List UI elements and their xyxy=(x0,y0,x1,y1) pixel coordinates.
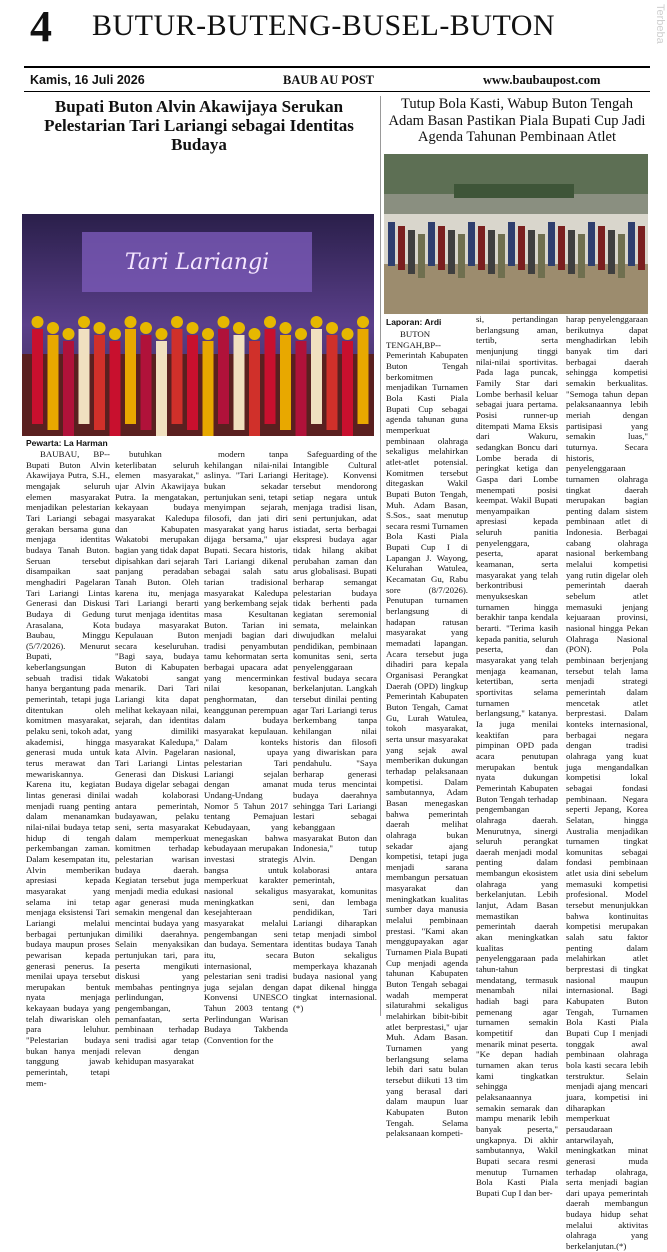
crowd-figure xyxy=(428,222,435,266)
dancer-head xyxy=(311,316,323,328)
dancer-head xyxy=(78,316,90,328)
dancer-figure xyxy=(218,329,229,424)
crowd-figure xyxy=(388,222,395,266)
story1-text-3: modern tanpa kehilangan nilai-nilai aslinya. "Tari Lariangi bukan sekadar pertunjukan seni, tetapi menyimpan sejarah, filosofi, dan jati diri masyarakat yang harus dijaga bersama," ujar Bupati. Secara historis, Tari Lariangi dikenal sebagai salah satu tarian tradisional masyarakat Kaledupa yang berkembang sejak masa Kesultanan Buton. Tarian ini menjadi bagian dari tradisi penyambutan tamu kehormatan serta berbagai upacara adat yang mencerminkan nilai kesopanan, penghormatan, dan keanggunan perempuan dalam budaya masyarakat kepulauan. Dalam konteks nasional, upaya pelestarian Tari Lariangi sejalan dengan amanat Undang-Undang Nomor 5 Tahun 2017 tentang Pemajuan Kebudayaan, yang menegaskan bahwa kebudayaan merupakan investasi strategis bangsa untuk memperkuat karakter nasional sekaligus meningkatkan kesejahteraan masyarakat melalui pengembangan seni dan budaya. Sementara itu, secara internasional, pelestarian seni tradisi juga sejalan dengan Konvensi UNESCO Tahun 2003 tentang Perlindungan Warisan Budaya Takbenda (Convention for the xyxy=(204,449,288,1046)
dancer-figure xyxy=(110,341,121,436)
story1-column-4 xyxy=(293,449,377,1019)
crowd-figure xyxy=(518,226,525,270)
dancer-figure xyxy=(311,329,322,424)
crowd-figure xyxy=(528,230,535,274)
story1-text-4: Safeguarding of the Intangible Cultural Heritage). Konvensi tersebut mendorong setiap negara untuk menjaga tradisi lisan, seni pertunjukan, adat istiadat, serta berbagai ekspresi budaya agar tidak hilang akibat perubahan zaman dan arus globalisasi. Bupati berharap semangat pelestarian budaya tidak berhenti pada kegiatan seremonial semata, melainkan diwujudkan melalui pendidikan, pembinaan komunitas seni, serta penyelenggaraan festival budaya secara berkelanjutan. Langkah tersebut dinilai penting agar Tari Lariangi terus berkembang tanpa kehilangan nilai historis dan filosofi yang diwariskan para pendahulu. "Saya berharap generasi muda terus mencintai budaya daerahnya sehingga Tari Lariangi lestari sebagai kebanggaan masyarakat Buton dan Indonesia," tutup Alvin. Dengan kolaborasi antara pemerintah, masyarakat, komunitas seni, dan lembaga pendidikan, Tari Lariangi diharapkan tetap menjadi simbol identitas budaya Tanah Buton sekaligus memperkaya khazanah budaya nasional yang dapat dikenal hingga tingkat internasional.(*) xyxy=(293,449,377,1014)
story1-column-3 xyxy=(204,449,288,1046)
dancer-head xyxy=(295,328,307,340)
dancer-figure xyxy=(94,335,105,430)
dancer-head xyxy=(264,316,276,328)
dancer-head xyxy=(342,328,354,340)
crowd-figure xyxy=(598,226,605,270)
dancer-figure xyxy=(249,341,260,436)
story2-column-1 xyxy=(386,329,468,1139)
dance-stage-illustration xyxy=(22,214,374,436)
dancer-figure xyxy=(79,329,90,424)
column-divider xyxy=(380,96,381,1016)
story1-photo-caption: Pewarta: La Harman xyxy=(26,438,108,448)
dancer-figure xyxy=(32,329,43,424)
dancer-figure xyxy=(156,341,167,436)
dancer-head xyxy=(249,328,261,340)
dancer-figure xyxy=(141,335,152,430)
dancer-figure xyxy=(296,341,307,436)
dancer-figure xyxy=(280,335,291,430)
crowd-figure xyxy=(538,234,545,278)
crowd-figure xyxy=(488,230,495,274)
crowd-figure xyxy=(478,226,485,270)
dancer-figure xyxy=(63,341,74,436)
crowd-figure xyxy=(618,234,625,278)
dancer-head xyxy=(326,322,338,334)
story2-column-3 xyxy=(566,314,648,1252)
dancer-head xyxy=(233,322,245,334)
crowd-figure xyxy=(438,226,445,270)
story2-column-2 xyxy=(476,314,558,1198)
crowd-figure xyxy=(458,234,465,278)
dancer-head xyxy=(32,316,44,328)
dancer-head xyxy=(109,328,121,340)
page-number: 4 xyxy=(30,2,52,51)
crowd-figure xyxy=(588,222,595,266)
banner-text: Tari Lariangi xyxy=(124,250,270,275)
crowd-figure xyxy=(418,234,425,278)
crowd-figure xyxy=(408,230,415,274)
story2-text-1: BUTON TENGAH,BP-- Pemerintah Kabupaten Buton Tengah berkomitmen menjadikan Turnamen Bola Kasti Piala Bupati Cup sebagai agenda tahunan guna memperkuat pembinaan olahraga sekaligus melahirkan atlet-atlet potensial. Komitmen tersebut ditegaskan Wakil Bupati Buton Tengah, Muh. Adam Basan, S.Sos., saat menutup secara resmi Turnamen Bola Kasti Piala Bupati Cup I di Lapangan J. Wayong, Kelurahan Watulea, Kecamatan Gu, Rabu sore (8/7/2026). Penutupan turnamen berlangsung di hadapan ratusan masyarakat yang memadati lapangan. Acara tersebut juga dihadiri para kepala Organisasi Perangkat Daerah (OPD) lingkup Pemerintah Kabupaten Buton Tengah, Camat Gu, Lurah Watulea, tokoh masyarakat, serta unsur masyarakat yang sejak awal memberikan dukungan terhadap pelaksanaan kompetisi. Dalam sambutannya, Adam Basan menegaskan bahwa pemerintah daerah melihat olahraga bukan sekadar ajang kompetisi, tetapi juga menjadi sarana membangun persatuan masyarakat dan meningkatkan kualitas sumber daya manusia melalui pembinaan prestasi. "Kami akan menggupayakan agar Turnamen Piala Bupati Cup menjadi agenda tahunan Kabupaten Buton Tengah sebagai wadah memperat silaturahmi sekaligus melahirkan bibit-bibit atlet berprestasi," ujar Muh. Adam Basan. Turnamen yang berlangsung selama lebih dari satu bulan tersebut diikuti 13 tim yang berasal dari dalam maupun luar Kabupaten Buton Tengah. Selama pelaksanaan kompeti- xyxy=(386,329,468,1139)
crowd-figure xyxy=(608,230,615,274)
crowd-figure xyxy=(578,234,585,278)
dateline: Kamis, 16 Juli 2026 xyxy=(30,73,145,87)
dancer-head xyxy=(125,316,137,328)
dancer-figure xyxy=(187,335,198,430)
dancer-head xyxy=(187,322,199,334)
crowd-figure xyxy=(398,226,405,270)
header-rule-top xyxy=(24,66,650,68)
story2-text-2: si, pertandingan berlangsung aman, tertib, serta menjunjung tinggi nilai-nilai sportivitas. Pada laga puncak, Family Star dari Lombe berhasil keluar sebagai juara pertama. Posisi runner-up ditempati Mama Eksis dari Wakuru, sedangkan Boncu dari Lombe berada di peringkat ketiga dan Gaspa dari Lombe menempati posisi keempat. Wakil Bupati menyampaikan apresiasi kepada seluruh panitia penyelenggara, peserta, aparat keamanan, serta masyarakat yang telah berkontribusi menyukseskan turnamen hingga berakhir tanpa kendala berarti. "Terima kasih kepada panitia, seluruh peserta, dan masyarakat yang telah menjaga keamanan, ketertiban, serta sportivitas selama turnamen berlangsung," katanya. Ia juga menilai keaktifan para pimpinan OPD pada acara penutupan merupakan bentuk nyata dukungan Pemerintah Kabupaten Buton Tengah terhadap pengembangan olahraga daerah. Menurutnya, sinergi seluruh perangkat daerah menjadi modal penting dalam membangun ekosistem olahraga yang berkelanjutan. Lebih lanjut, Adam Basan memastikan pemerintah daerah akan meningkatkan kualitas penyelenggaraan pada tahun-tahun mendatang, termasuk menambah nilai hadiah bagi para pemenang agar turnamen semakin kompetitif dan menarik minat peserta. "Ke depan hadiah turnamen akan terus kami tingkatkan sehingga pelaksanaannya semakin semarak dan mampu menarik lebih banyak peserta," ungkapnya. Di akhir sambutannya, Wakil Bupati secara resmi menutup Turnamen Bola Kasti Piala Bupati Cup I dan ber- xyxy=(476,314,558,1198)
dancer-head xyxy=(218,316,230,328)
crowd-figure xyxy=(468,222,475,266)
dancer-head xyxy=(357,316,369,328)
dancer-head xyxy=(202,328,214,340)
dancer-head xyxy=(63,328,75,340)
dancer-head xyxy=(280,322,292,334)
crowd-figure xyxy=(498,234,505,278)
story1-text-2: butuhkan keterlibatan seluruh elemen masyarakat," ujar Alvin Akawijaya Putra. Ia mengatakan, kekayaan budaya masyarakat Kaledupa dan Kabupaten Wakatobi merupakan bagian yang tidak dapat dipisahkan dari sejarah panjang peradaban Tanah Buton. Oleh karena itu, menjaga Tari Lariangi berarti turut menjaga identitas budaya masyarakat Kepulauan Buton secara keseluruhan. "Bagi saya, budaya Buton di Kabupaten Wakatobi sangat menarik. Dari Tari Lariangi kita dapat melihat kekayaan nilai, sejarah, dan identitas yang dimiliki masyarakat Kaledupa," kata Alvin. Pagelaran Tari Lariangi Lintas Generasi dan Diskusi Budaya digelar sebagai wadah kolaborasi antara pemerintah, budayawan, pelaku seni, serta masyarakat dalam memperkuat komitmen terhadap pelestarian warisan budaya daerah. Kegiatan tersebut juga menjadi media edukasi agar generasi muda semakin mengenal dan mencintai budaya yang dimiliki daerahnya. Selain menyaksikan pertunjukan tari, para peserta mengikuti diskusi yang membahas pentingnya perlindungan, pengembangan, pemanfaatan, serta pembinaan terhadap seni tradisi agar tetap relevan dengan kehidupan masyarakat xyxy=(115,449,199,1067)
story2-headline: Tutup Bola Kasti, Wabup Buton Tengah Adam Basan Pastikan Piala Bupati Cup Jadi Agenda Tahunan Pembinaan Atlet xyxy=(388,96,646,145)
story2-photo-caption: Laporan: Ardi xyxy=(386,317,442,327)
dancer-head xyxy=(94,322,106,334)
website[interactable]: www.baubaupost.com xyxy=(483,73,601,87)
sports-field-illustration xyxy=(384,154,648,314)
dancer-figure xyxy=(327,335,338,430)
crowd-figure xyxy=(558,226,565,270)
story1-text-1: BAUBAU, BP--Bupati Buton Alvin Akawijaya Putra, S.H., mengajak seluruh elemen masyarakat menjadikan pelestarian Tari Lariangi sebagai gerakan bersama guna menjaga identitas budaya Tanah Buton. Seruan tersebut disampaikan saat menghadiri Pagelaran Tari Lariangi Lintas Generasi dan Diskusi Budaya di Gedung Arasalana, Kota Baubau, Minggu (5/7/2026). Menurut Bupati, keberlangsungan sebuah tradisi tidak hanya bergantung pada pemerintah, tetapi juga ditentukan oleh komitmen masyarakat, pelaku seni, tokoh adat, akademisi, hingga generasi muda untuk terus merawat dan mewariskannya. Karena itu, kegiatan lintas generasi dinilai menjadi ruang penting dalam menanamkan nilai-nilai budaya tetap hidup di tengah perkembangan zaman. Dalam kesempatan itu, Alvin memberikan apresiasi kepada masyarakat yang selama ini tetap menjaga eksistensi Tari Lariangi melalui berbagai pertunjukan budaya maupun proses pewarisan kepada generasi penerus. Ia menilai upaya tersebut merupakan bentuk nyata menjaga kekayaan budaya yang telah diwariskan oleh para leluhur. "Pelestarian budaya bukan hanya menjadi tanggung jawab pemerintah, tetapi mem- xyxy=(26,449,110,1088)
dancer-head xyxy=(47,322,59,334)
dancer-head xyxy=(140,322,152,334)
dancer-figure xyxy=(203,341,214,436)
story2-photo xyxy=(384,154,648,314)
crowd-figure xyxy=(548,222,555,266)
crowd-figure xyxy=(638,226,645,270)
story1-column-2 xyxy=(115,449,199,1067)
dancer-figure xyxy=(265,329,276,424)
story2-text-3: harap penyelenggaraan berikutnya dapat menghadirkan lebih banyak tim dari berbagai daerah sehingga kompetisi semakin berkualitas. "Semoga tahun depan pelaksanaannya lebih meriah dengan partisipasi yang semakin luas," tuturnya. Secara historis, penyelenggaraan turnamen olahraga tingkat daerah merupakan bagian penting dalam sistem pembinaan atlet di Indonesia. Berbagai cabang olahraga nasional berkembang melalui kompetisi yang rutin digelar oleh pemerintah daerah sebelum atlet memasuki jenjang kejuaraan provinsi, nasional hingga Pekan Olahraga Nasional (PON). Pola pembinaan berjenjang tersebut telah lama menjadi strategi pemerintah dalam mencetak atlet berprestasi. Dalam konteks internasional, berbagai negara dengan tradisi olahraga yang kuat juga mengandalkan kompetisi lokal sebagai fondasi pembinaan. Negara seperti Jepang, Korea Selatan, hingga Australia menjadikan turnamen tingkat komunitas sebagai fondasi pembinaan atlet usia dini sebelum memasuki kompetisi profesional. Model tersebut menunjukkan bahwa kontinuitas kompetisi merupakan salah satu faktor penting dalam melahirkan atlet berprestasi di tingkat nasional maupun internasional. Bagi Kabupaten Buton Tengah, Turnamen Bola Kasti Piala Bupati Cup I menjadi tonggak awal pembinaan olahraga bola kasti secara lebih terstruktur. Selain menjadi ajang mencari juara, kompetisi ini diharapkan memperkuat persaudaraan antarwilayah, meningkatkan minat generasi muda terhadap olahraga, serta menjadi bagian dari upaya pemerintah daerah membangun budaya hidup sehat melalui aktivitas olahraga yang berkelanjutan.(*) xyxy=(566,314,648,1252)
story1-headline: Bupati Buton Alvin Akawijaya Serukan Pelestarian Tari Lariangi sebagai Identitas Budaya xyxy=(44,97,354,154)
dancer-figure xyxy=(172,329,183,424)
header-rule-bottom xyxy=(24,91,650,92)
paper-name: BAUB AU POST xyxy=(283,73,374,87)
dancer-figure xyxy=(125,329,136,424)
vertical-watermark-text: Terbeba xyxy=(654,4,666,44)
crowd-figure xyxy=(508,222,515,266)
story1-column-1 xyxy=(26,449,110,1088)
section-title: BUTUR-BUTENG-BUSEL-BUTON xyxy=(92,9,556,42)
dancer-figure xyxy=(342,341,353,436)
dancer-figure xyxy=(48,335,59,430)
dancer-head xyxy=(156,328,168,340)
dancer-figure xyxy=(234,335,245,430)
dancer-figure xyxy=(358,329,369,424)
dancer-head xyxy=(171,316,183,328)
crowd-figure xyxy=(628,222,635,266)
crowd-figure xyxy=(568,230,575,274)
crowd-figure xyxy=(448,230,455,274)
story1-photo xyxy=(22,214,374,436)
